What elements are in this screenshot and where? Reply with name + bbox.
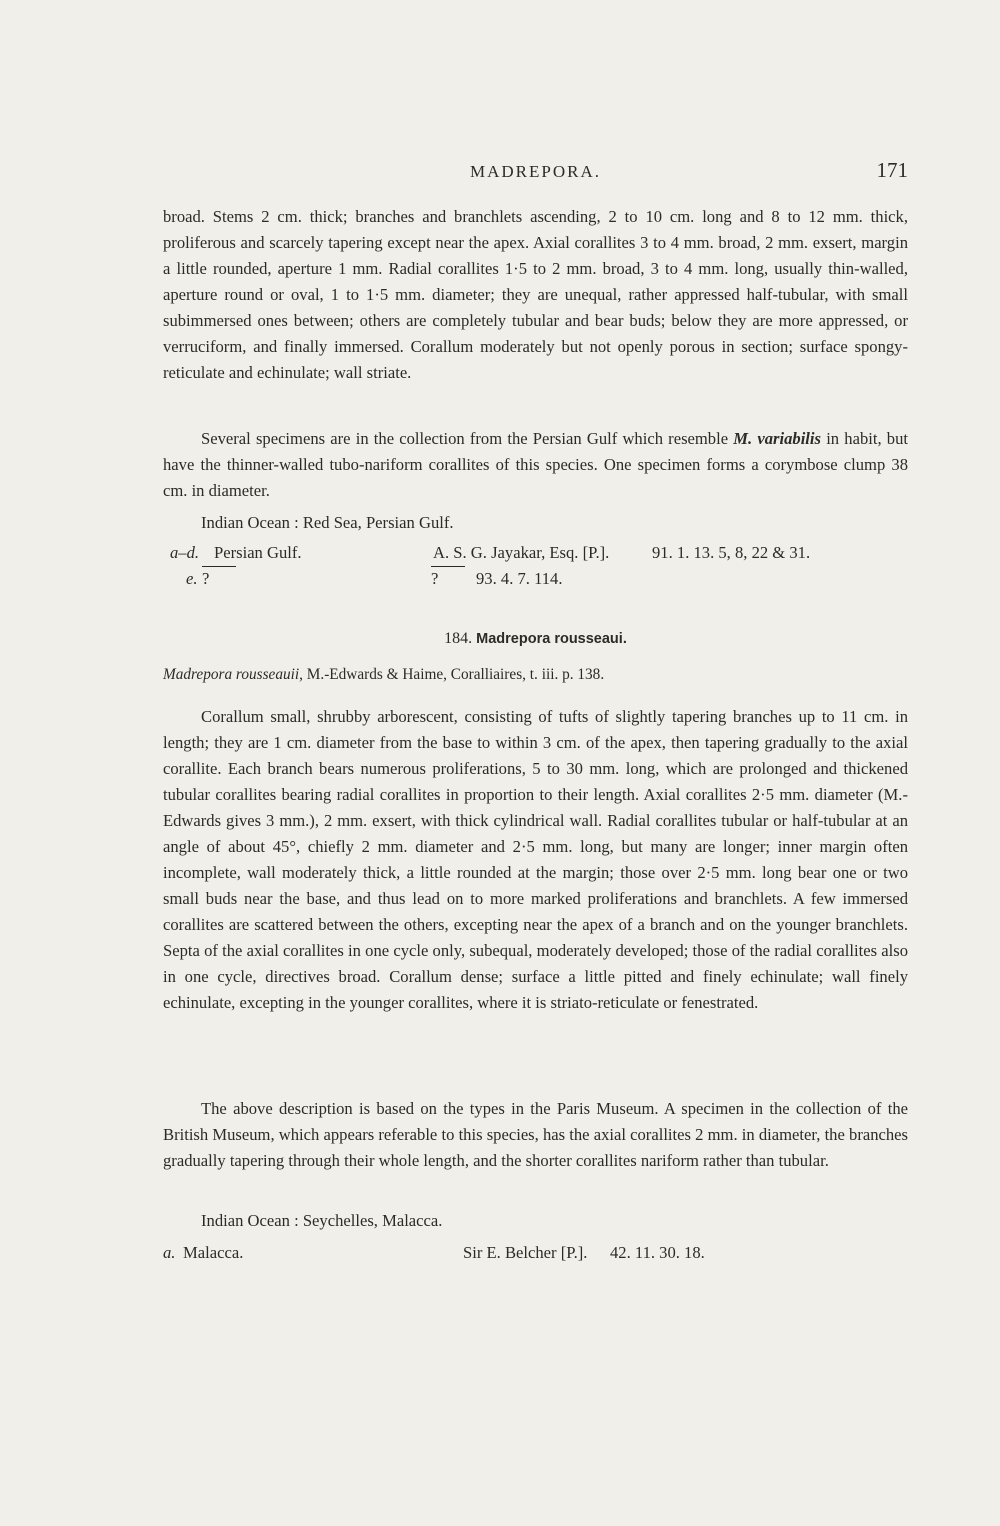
paragraph-text: Corallum small, shrubby arborescent, consisting of tufts of slightly tapering branches up to 11 cm. in length; they are 1 cm. diameter from the base to within 3 cm. of the apex, then tapering gradually to the axial corallite. Each branch bears numerous proliferations, 5 to 30 mm. long, which are prolonged and thickened tubular corallites bearing radial corallites in proportion to their length. Axial corallites 2·5 mm. diameter (M.-Edwards gives 3 mm.), 2 mm. exsert, with thick cylindrical wall. Radial corallites tubular or half-tubular at an angle of about 45°, chiefly 2 mm. diameter and 2·5 mm. long, but many are longer; inner margin often incomplete, wall moderately thick, a little rounded at the margin; those over 2·5 mm. long bear one or two small buds near the base, and thus lead on to more marked proliferations and branchlets. A few immersed corallites are scattered between the others, excepting near the apex of a branch and on the younger branchlets. Septa of the axial corallites in one cycle only, subequal, moderately developed; those of the radial corallites also in one cycle, directives broad. Corallum dense; surface a little pitted and finely echinulate; wall finely echinulate, excepting in the younger corallites, where it is striato-reticulate or fenestrated.	[163, 707, 908, 1012]
specimen-id: a.	[163, 1243, 176, 1262]
synonym-reference: , M.-Edwards & Haime, Coralliaires, t. iii. p. 138.	[299, 666, 605, 683]
paragraph-text: The above description is based on the types in the Paris Museum. A specimen in the collection of the British Museum, which appears referable to this species, has the axial corallites 2 mm. in diameter, the branches gradually tapering through their whole length, and the shorter corallites nariform rather than tubular.	[163, 1099, 908, 1170]
distribution-line	[163, 510, 908, 536]
distribution-line	[163, 1208, 908, 1234]
species-title: Madrepora rousseaui.	[476, 631, 627, 647]
specimen-id: e.	[186, 569, 198, 588]
specimen-register-number: 93. 4. 7. 114.	[476, 569, 563, 588]
running-head	[163, 158, 908, 188]
specimen-row	[170, 540, 910, 566]
species-name-italic: M. variabilis	[733, 429, 821, 448]
specimen-row	[163, 1240, 908, 1266]
distribution-text: Indian Ocean : Seychelles, Malacca.	[201, 1211, 443, 1230]
specimen-collector: Sir E. Belcher [P.].	[463, 1243, 588, 1262]
specimen-collector: A. S. G. Jayakar, Esq. [P.].	[433, 543, 610, 562]
paragraph-text: in habit, but have the thinner-walled tubo-nariform corallites of this species. One specimen forms a corymbose clump 38 cm. in diameter.	[163, 429, 909, 500]
synonym-name: Madrepora rousseauii	[163, 666, 300, 683]
specimen-locality: ?	[202, 569, 210, 588]
distribution-text: Indian Ocean : Red Sea, Persian Gulf.	[201, 513, 454, 532]
paragraph-species-description	[163, 704, 908, 1016]
paragraph-text: Several specimens are in the collection from the Persian Gulf which resemble	[201, 429, 734, 448]
species-number: 184.	[444, 630, 473, 647]
paragraph-persian-gulf-note	[163, 426, 908, 504]
specimen-register-number: 91. 1. 13. 5, 8, 22 & 31.	[652, 543, 811, 562]
running-head-title: MADREPORA.	[470, 162, 601, 181]
species-heading	[163, 630, 908, 648]
specimen-locality: Malacca.	[183, 1243, 244, 1262]
specimen-locality: Persian Gulf.	[214, 543, 302, 562]
paragraph-text: broad. Stems 2 cm. thick; branches and branchlets ascending, 2 to 10 cm. long and 8 to 12 mm. thick, proliferous and scarcely tapering except near the apex. Axial corallites 3 to 4 mm. broad, 2 mm. exsert, margin a little rounded, aperture 1 mm. Radial corallites 1·5 to 2 mm. broad, 3 to 4 mm. long, usually thin-walled, aperture round or oval, 1 to 1·5 mm. diameter; they are unequal, rather appressed half-tubular, with small subimmersed ones between; others are completely tubular and bear buds; below they are more appressed, or verruciform, and finally immersed. Corallum moderately but not openly porous in section; surface spongy-reticulate and echinulate; wall striate.	[163, 207, 908, 382]
paragraph-description-continued	[163, 204, 908, 386]
specimen-id: a–d.	[170, 543, 200, 562]
specimen-collector: ?	[431, 569, 439, 588]
page-number: 171	[876, 158, 908, 182]
paragraph-types-note	[163, 1096, 908, 1174]
synonymy-line	[163, 666, 908, 684]
specimen-row	[186, 566, 910, 592]
specimen-register-number: 42. 11. 30. 18.	[610, 1243, 705, 1262]
